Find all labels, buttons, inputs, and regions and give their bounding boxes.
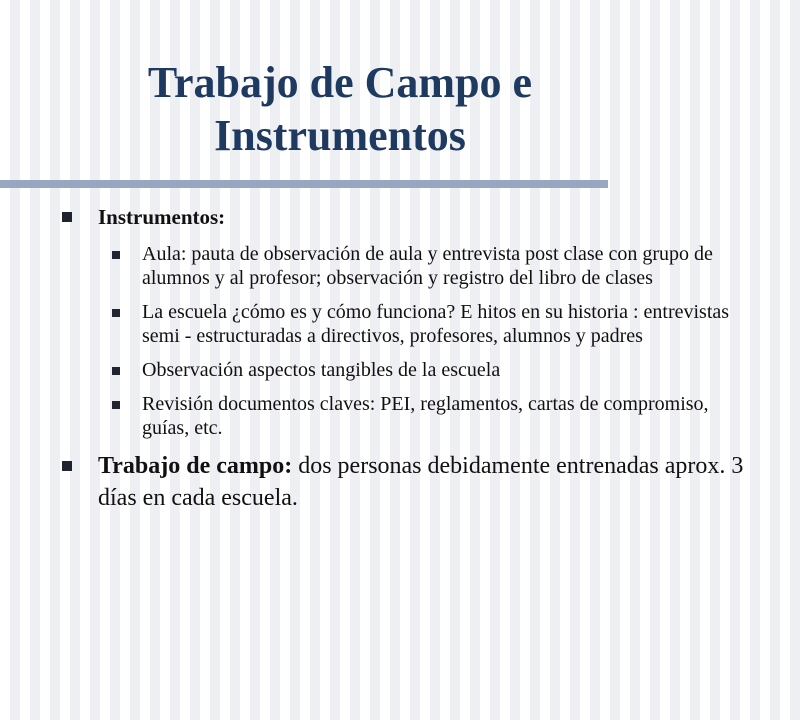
sub-bullet-observacion [108, 358, 750, 382]
bullet-trabajo-de-campo [60, 450, 750, 514]
bullet-instrumentos [60, 204, 750, 230]
square-bullet-icon [62, 212, 72, 222]
sub-bullet-text: Observación aspectos tangibles de la escuela [142, 359, 501, 381]
sub-bullet-aula [108, 242, 750, 290]
bullet-label: Instrumentos: [98, 205, 226, 229]
square-bullet-icon [112, 401, 120, 409]
slide-content [60, 204, 750, 514]
square-bullet-icon [112, 251, 120, 259]
title-underline-bar [0, 180, 608, 188]
sub-bullet-text: La escuela ¿cómo es y cómo funciona? E hitos en su historia : entrevistas semi - estructuradas a directivos, profesores, alumnos y padres [142, 301, 730, 347]
slide-title: Trabajo de Campo e Instrumentos [147, 58, 533, 160]
instrumentos-sublist [108, 242, 750, 440]
sub-bullet-escuela [108, 300, 750, 348]
bullet-label: Trabajo de campo: [98, 453, 293, 479]
sub-bullet-text: Revisión documentos claves: PEI, reglamentos, cartas de compromiso, guías, etc. [142, 393, 709, 439]
sub-bullet-revision [108, 392, 750, 440]
square-bullet-icon [62, 461, 72, 471]
square-bullet-icon [112, 309, 120, 317]
square-bullet-icon [112, 367, 120, 375]
sub-bullet-text: Aula: pauta de observación de aula y entrevista post clase con grupo de alumnos y al profesor; observación y registro del libro de clases [142, 243, 713, 289]
bullet-text: dos personas debidamente entrenadas aprox. 3 días en cada escuela. [98, 453, 744, 511]
